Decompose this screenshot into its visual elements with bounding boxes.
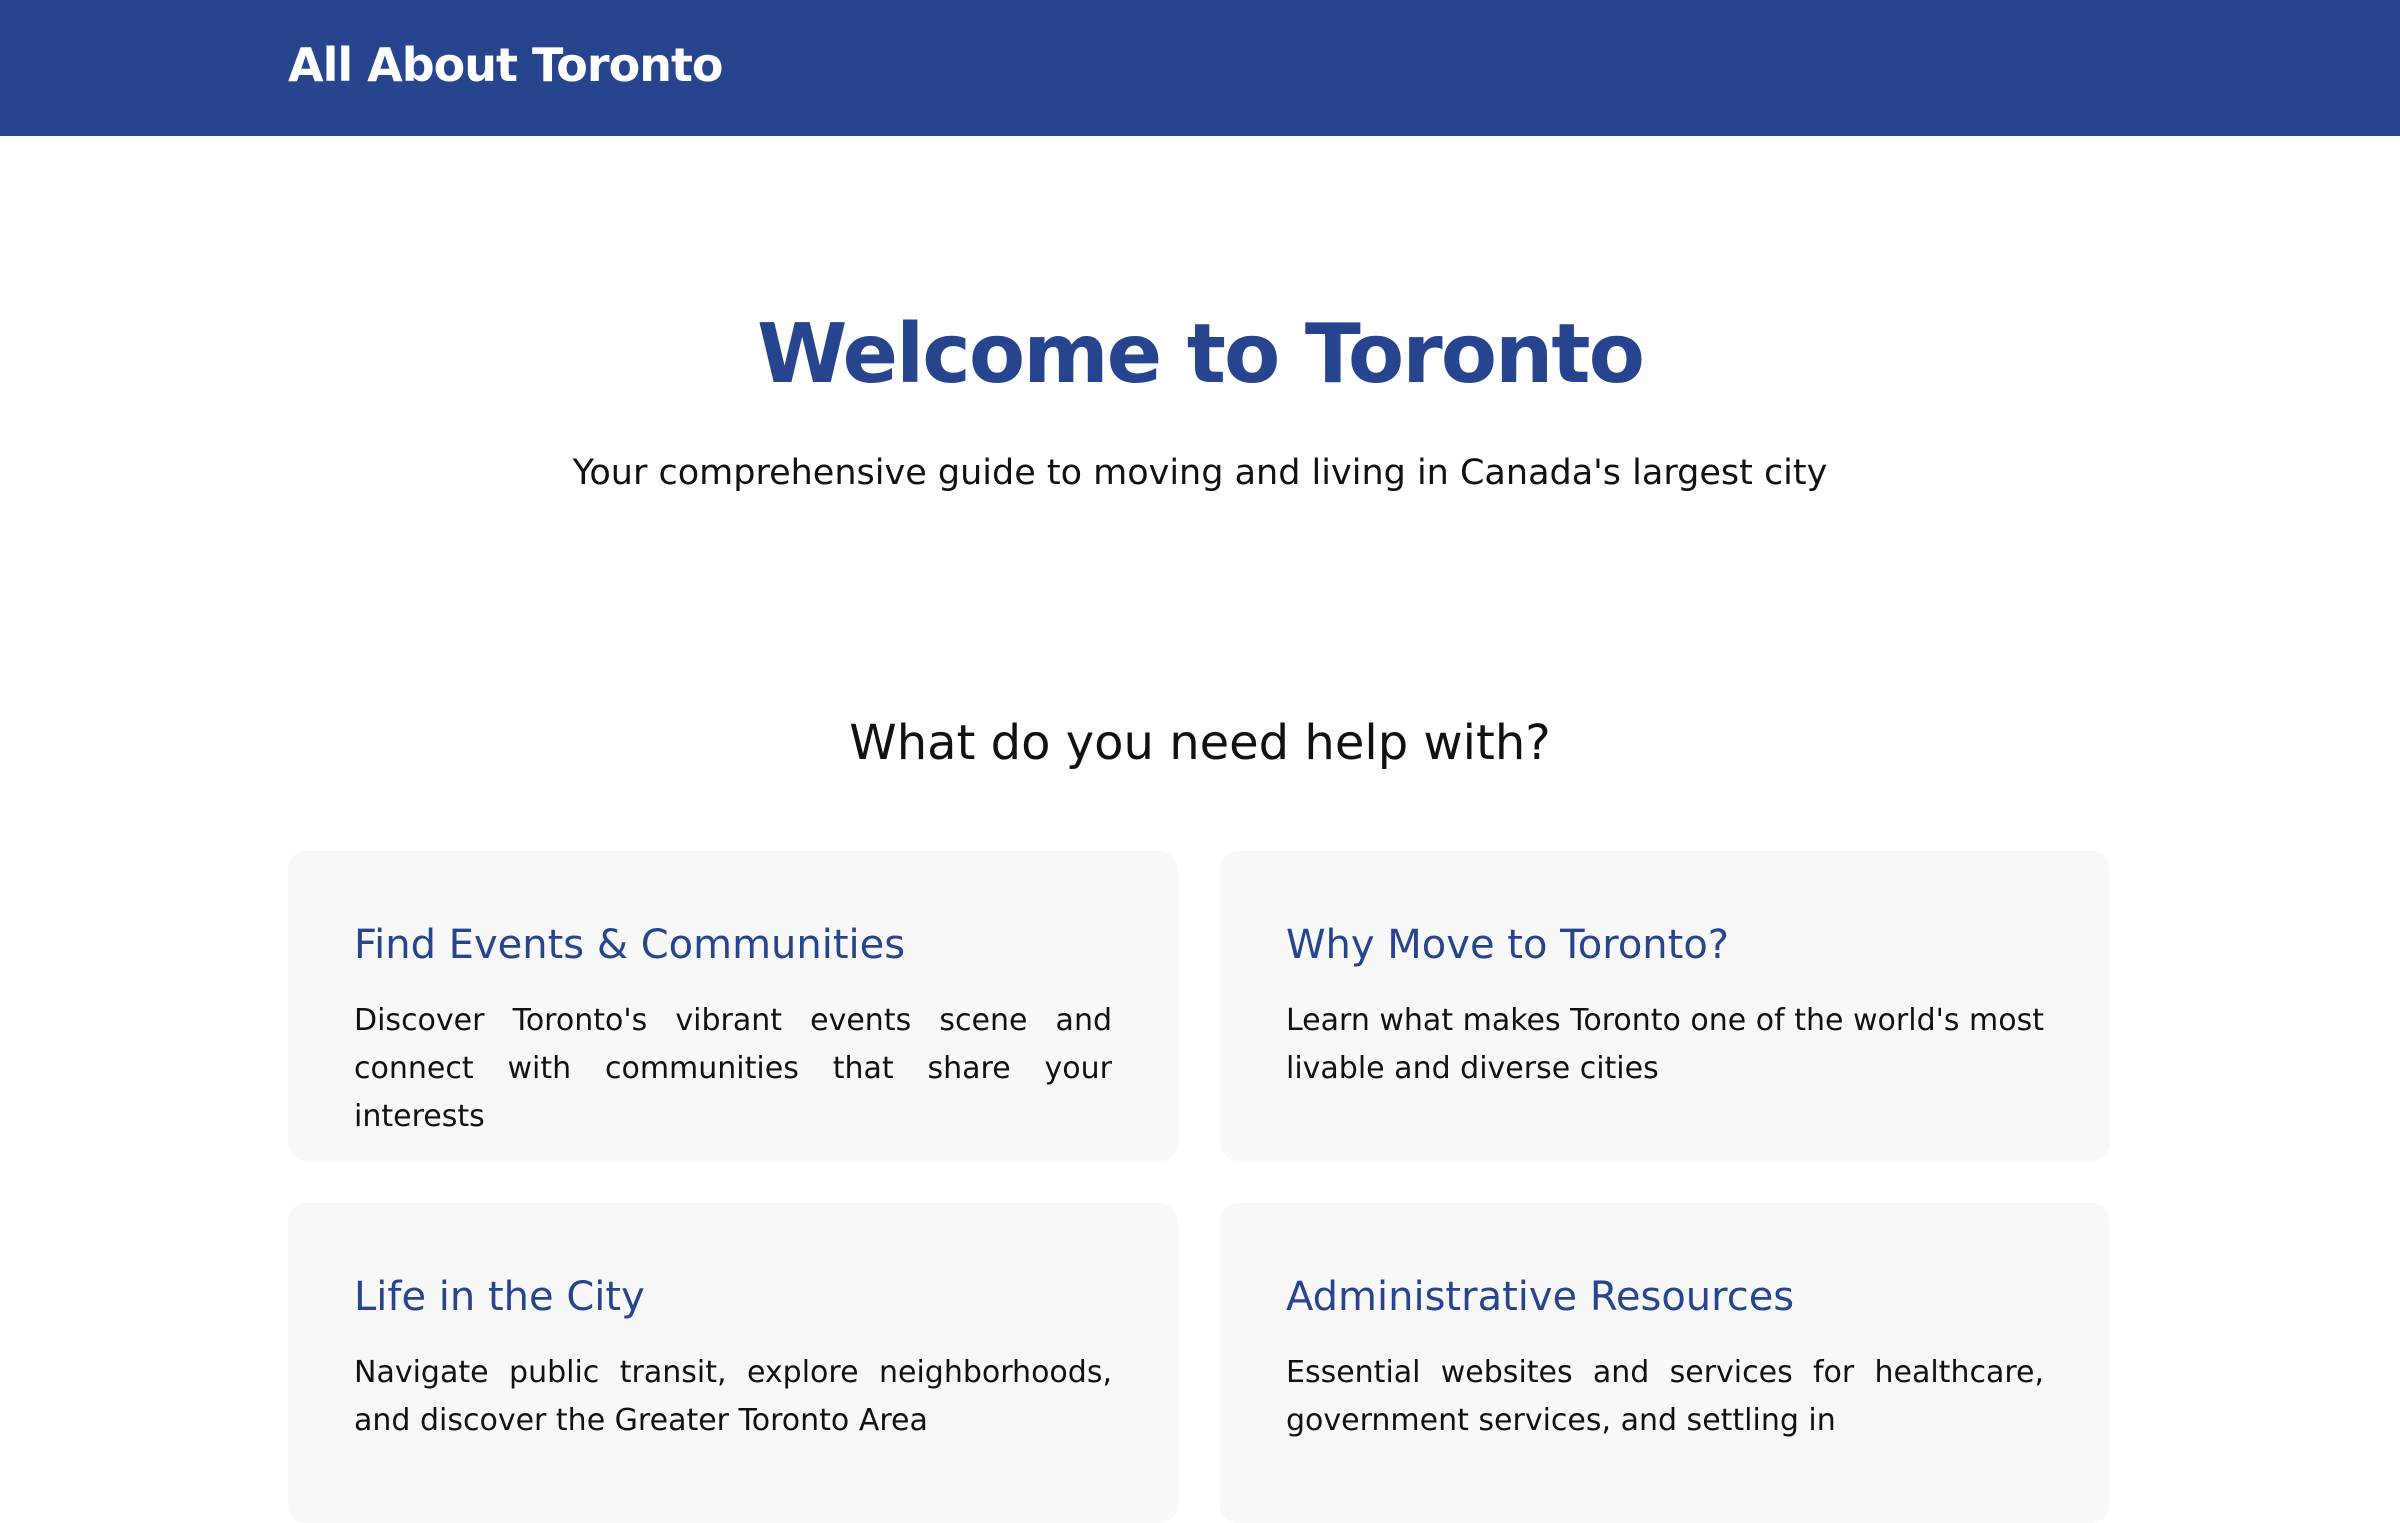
card-title: Why Move to Toronto? [1286,922,1730,968]
hero-subtitle: Your comprehensive guide to moving and living in Canada's largest city [572,453,1828,493]
card-title: Life in the City [354,1274,645,1320]
card-life-in-city[interactable] [288,1203,1178,1523]
help-section-title: What do you need help with? [849,715,1551,771]
card-title: Find Events & Communities [354,922,906,968]
site-logo-link[interactable]: All About Toronto [288,38,723,92]
card-find-events[interactable] [288,851,1178,1161]
card-description: Learn what makes Toronto one of the world's most livable and diverse cities [1286,1003,2044,1086]
card-description: Navigate public transit, explore neighborhoods, and discover the Greater Toronto Area [354,1355,1112,1438]
card-administrative-resources[interactable] [1220,1203,2110,1523]
site-header [0,0,2400,136]
card-description: Essential websites and services for healthcare, government services, and settling in [1286,1355,2044,1438]
card-description: Discover Toronto's vibrant events scene and connect with communities that share your interests [354,1003,1112,1134]
card-why-move[interactable] [1220,851,2110,1161]
card-title: Administrative Resources [1286,1274,1795,1320]
hero-title: Welcome to Toronto [757,307,1643,402]
